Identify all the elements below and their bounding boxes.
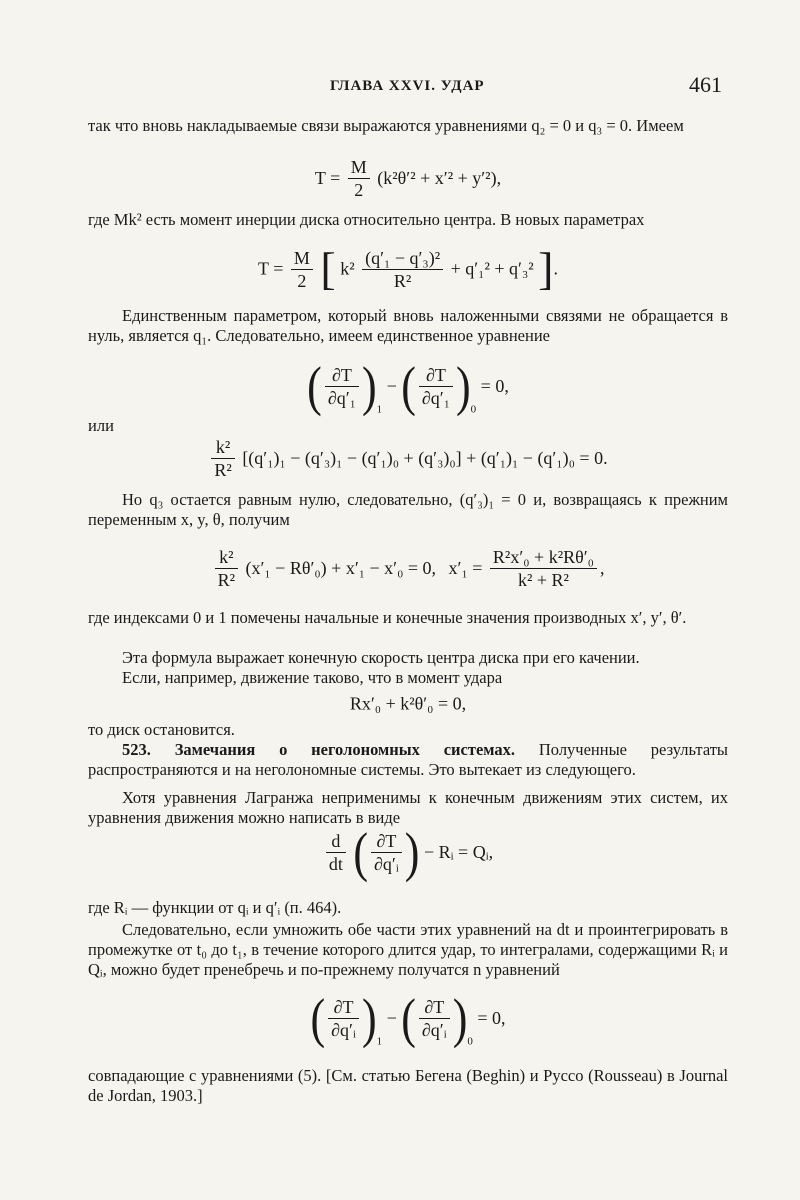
paragraph: Следовательно, если умножить обе части этих уравнений на dt и проинтегрировать в промежутке от t₀ до t₁, в течение которого длится удар, то интегралами, содержащими Rᵢ и Qᵢ, можно будет пренебречь и по-прежнему получатся n уравнений bbox=[88, 920, 728, 979]
formula-nonholonomic-motion: $\frac{d}{dt}$ ( $\frac{\partial T}{\text{∂q′ᵢ}}$ ) − Rᵢ = Qᵢ, bbox=[88, 830, 728, 875]
paragraph: Эта формула выражает конечную скорость центра диска при его качении. bbox=[122, 648, 640, 667]
chapter-header: ГЛАВА XXVI. УДАР bbox=[330, 78, 485, 94]
page-number: 461 bbox=[689, 72, 722, 97]
section-number: 523. bbox=[122, 740, 151, 759]
paragraph: то диск остановится. bbox=[88, 720, 235, 739]
section-text: Полученные результаты распространяются и на неголономные системы. Это вытекает из следующего. bbox=[88, 740, 729, 779]
paragraph: Если, например, движение таково, что в момент удара bbox=[122, 668, 503, 687]
paragraph: где Rᵢ — функции от qᵢ и q′ᵢ (п. 464). bbox=[88, 898, 342, 917]
paragraph: Хотя уравнения Лагранжа неприменимы к конечным движениям этих систем, их уравнения движения можно написать в виде bbox=[88, 788, 728, 827]
paragraph: или bbox=[88, 416, 114, 435]
formula-final-velocity: $\frac{\text{k²}}{\text{R²}}$ (x′₁ − Rθ′₀) + x′₁ − x′₀ = 0, x′₁ = $\frac{\text{R²x′₀ + k²Rθ′₀}}{\text{k² + R²}}$ , bbox=[88, 546, 728, 591]
formula-impact-equations-n: ( $\frac{\partial T}{\text{∂q′ᵢ}}$ )$_1$ − ( $\frac{\partial T}{\text{∂q′ᵢ}}$ )$_0 = 0$, bbox=[310, 987, 506, 1049]
section-523 bbox=[88, 740, 728, 780]
formula-expanded: $\frac{\text{k²}}{\text{R²}}$ [(q′₁)₁ − (q′₃)₁ − (q′₁)₀ + (q′₃)₀] + (q′₁)₁ − (q′₁)₀ = 0. bbox=[88, 436, 728, 481]
paragraph: где Mk² есть момент инерции диска относительно центра. В новых параметрах bbox=[88, 210, 645, 229]
paragraph: совпадающие с уравнениями (5). [См. статью Бегена (Beghin) и Руссо (Rousseau) в Journal de Jordan, 1903.] bbox=[88, 1066, 728, 1105]
formula-stop-condition: Rx′₀ + k²θ′₀ = 0, bbox=[349, 693, 467, 714]
paragraph: где индексами 0 и 1 помечены начальные и конечные значения производных x′, y′, θ′. bbox=[88, 608, 687, 627]
formula-kinetic-energy-new-params: T = $\frac{M}{2}$ [ k² $\frac{\text{(q′₁ − q′₃)²}}{\text{R²}}$ + q′₁² + q′₃² ]. bbox=[258, 243, 558, 294]
formula-impact-equation: ( $\frac{\partial T}{\text{∂q′₁}}$ )$_1$ − ( $\frac{\partial T}{\text{∂q′₁}}$ )$_0 = 0$, bbox=[307, 355, 509, 417]
paragraph: так что вновь накладываемые связи выражаются уравнениями q₂ = 0 и q₃ = 0. Имеем bbox=[88, 116, 684, 135]
paragraph: Единственным параметром, который вновь наложенными связями не обращается в нуль, является q₁. Следовательно, имеем единственное уравнение bbox=[88, 306, 728, 345]
paragraph: Но q₃ остается равным нулю, следовательно, (q′₃)₁ = 0 и, возвращаясь к прежним переменным x, y, θ, получим bbox=[88, 490, 728, 529]
formula-kinetic-energy: T = $\frac{M}{2}$ (k²θ′² + x′² + y′²), bbox=[314, 157, 502, 200]
section-title: Замечания о неголономных системах. bbox=[174, 740, 516, 759]
